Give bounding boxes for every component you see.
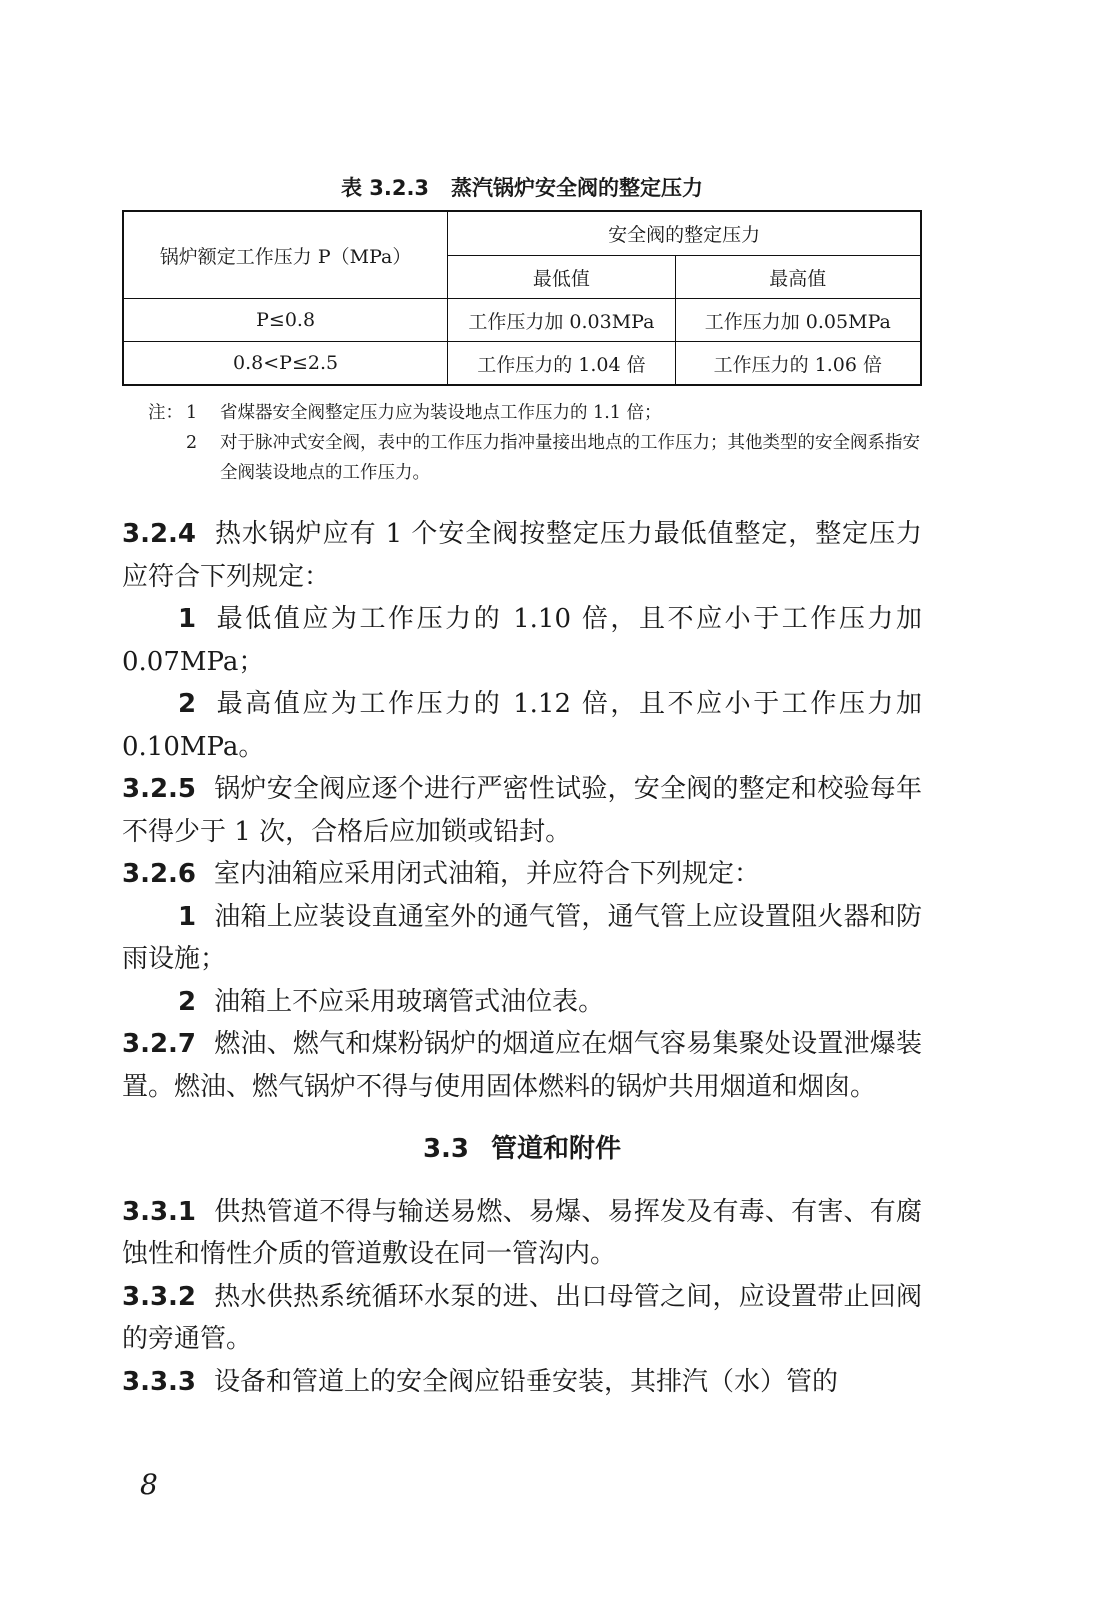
cell-max: 工作压力加 0.05MPa: [675, 299, 921, 342]
header-min: 最低值: [448, 256, 675, 299]
note-text: 对于脉冲式安全阀，表中的工作压力指冲量接出地点的工作压力；其他类型的安全阀系指安全阀装设地点的工作压力。: [220, 433, 920, 483]
header-set-pressure: 安全阀的整定压力: [448, 211, 921, 256]
item-number: 2: [178, 689, 197, 719]
item-number: 1: [178, 604, 197, 634]
page-number: 8: [140, 1468, 158, 1501]
table-row: [123, 299, 921, 342]
clause-number: 3.3.1: [122, 1196, 197, 1227]
clause-3-2-6: [122, 853, 922, 896]
cell-max: 工作压力的 1.06 倍: [675, 342, 921, 386]
note-item: [148, 398, 928, 428]
item-number: 1: [178, 901, 197, 932]
header-max: 最高值: [675, 256, 921, 299]
list-item: [122, 683, 922, 768]
clause-3-3-2: [122, 1276, 922, 1361]
body-text: [122, 513, 922, 1403]
item-text: 油箱上应装设直通室外的通气管，通气管上应设置阻火器和防雨设施；: [122, 901, 922, 974]
clause-number: 3.2.4: [122, 519, 197, 549]
table-notes: [148, 398, 928, 488]
table-number: 表 3.2.3: [340, 176, 430, 200]
item-text: 最高值应为工作压力的 1.12 倍，且不应小于工作压力加 0.10MPa。: [122, 689, 922, 762]
clause-text: 燃油、燃气和煤粉锅炉的烟道应在烟气容易集聚处设置泄爆装置。燃油、燃气锅炉不得与使用固体燃料的锅炉共用烟道和烟囱。: [122, 1029, 922, 1102]
item-number: 2: [178, 986, 197, 1017]
cell-range: P≤0.8: [123, 299, 448, 342]
list-item: [122, 981, 922, 1024]
clause-number: 3.2.6: [122, 859, 197, 889]
table-row: [123, 342, 921, 386]
clause-text: 供热管道不得与输送易燃、易爆、易挥发及有毒、有害、有腐蚀性和惰性介质的管道敷设在同一管沟内。: [122, 1196, 922, 1269]
clause-number: 3.2.5: [122, 774, 197, 804]
note-label: 注：: [148, 403, 183, 423]
item-text: 最低值应为工作压力的 1.10 倍，且不应小于工作压力加 0.07MPa；: [122, 604, 922, 677]
table-title: [122, 172, 922, 202]
note-index: 1: [186, 403, 198, 423]
note-index: 2: [186, 433, 198, 453]
cell-min: 工作压力的 1.04 倍: [448, 342, 675, 386]
note-text: 省煤器安全阀整定压力应为装设地点工作压力的 1.1 倍；: [220, 403, 662, 423]
item-text: 油箱上不应采用玻璃管式油位表。: [214, 986, 605, 1017]
clause-text: 热水供热系统循环水泵的进、出口母管之间，应设置带止回阀的旁通管。: [122, 1281, 922, 1354]
clause-text: 室内油箱应采用闭式油箱，并应符合下列规定：: [214, 859, 761, 889]
clause-3-2-4: [122, 513, 922, 598]
section-number: 3.3: [422, 1134, 470, 1164]
clause-number: 3.3.2: [122, 1281, 197, 1312]
clause-3-3-1: [122, 1191, 922, 1276]
clause-3-2-5: [122, 768, 922, 853]
section-title: 管道和附件: [491, 1134, 622, 1164]
clause-number: 3.2.7: [122, 1029, 197, 1059]
clause-text: 设备和管道上的安全阀应铅垂安装，其排汽（水）管的: [214, 1366, 839, 1397]
table-header-row: [123, 211, 921, 256]
clause-text: 热水锅炉应有 1 个安全阀按整定压力最低值整定，整定压力应符合下列规定：: [122, 519, 922, 592]
cell-range: 0.8<P≤2.5: [123, 342, 448, 386]
clause-3-3-3: [122, 1361, 922, 1404]
clause-text: 锅炉安全阀应逐个进行严密性试验，安全阀的整定和校验每年不得少于 1 次，合格后应加锁或铅封。: [122, 774, 922, 847]
section-heading: [122, 1128, 922, 1171]
cell-min: 工作压力加 0.03MPa: [448, 299, 675, 342]
table-title-text: 蒸汽锅炉安全阀的整定压力: [451, 176, 704, 200]
pressure-table: [122, 210, 922, 386]
header-rated-pressure: 锅炉额定工作压力 P（MPa）: [123, 211, 448, 299]
list-item: [122, 896, 922, 981]
clause-number: 3.3.3: [122, 1366, 197, 1397]
clause-3-2-7: [122, 1023, 922, 1108]
list-item: [122, 598, 922, 683]
note-item: [148, 428, 928, 488]
